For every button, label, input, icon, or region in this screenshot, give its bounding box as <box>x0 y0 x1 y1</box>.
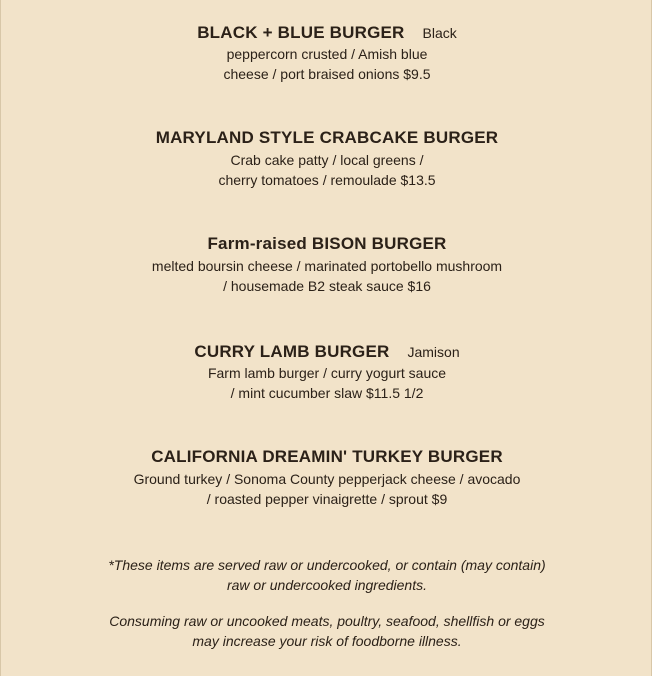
raw-food-footnote <box>1 555 652 595</box>
foodborne-illness-warning <box>1 611 652 651</box>
footnote-line: may increase your risk of foodborne illness. <box>192 633 462 649</box>
menu-item-curry-lamb-burger <box>1 341 652 403</box>
item-name: CURRY LAMB BURGER <box>194 342 390 361</box>
menu-item-maryland-crabcake-burger <box>1 128 652 190</box>
item-subtitle: Black <box>422 25 457 41</box>
item-description-line: Crab cake patty / local greens / <box>230 152 424 168</box>
item-name: MARYLAND STYLE CRABCAKE BURGER <box>155 128 499 147</box>
item-description-line: peppercorn crusted / Amish blue <box>226 46 428 62</box>
item-subtitle: Jamison <box>407 344 460 360</box>
item-name: BLACK + BLUE BURGER <box>197 23 405 42</box>
item-description-line: / roasted pepper vinaigrette / sprout $9 <box>206 491 448 507</box>
item-description-line: Farm lamb burger / curry yogurt sauce <box>207 365 447 381</box>
menu-item-black-blue-burger <box>1 22 652 84</box>
menu-item-bison-burger <box>1 234 652 296</box>
footnote-line: *These items are served raw or undercooked, or contain (may contain) <box>108 557 546 573</box>
item-description-line: cheese / port braised onions $9.5 <box>223 66 431 82</box>
menu-item-california-turkey-burger <box>1 447 652 509</box>
item-description-line: melted boursin cheese / marinated portobello mushroom <box>151 258 503 274</box>
footnote-line: Consuming raw or uncooked meats, poultry, seafood, shellfish or eggs <box>109 613 545 629</box>
footnote-line: raw or undercooked ingredients. <box>226 577 427 593</box>
item-description-line: / mint cucumber slaw $11.5 1/2 <box>230 385 424 401</box>
item-description-line: Ground turkey / Sonoma County pepperjack cheese / avocado <box>133 471 521 487</box>
item-name: Farm-raised BISON BURGER <box>207 234 447 253</box>
item-name: CALIFORNIA DREAMIN' TURKEY BURGER <box>151 447 503 466</box>
item-description-line: / housemade B2 steak sauce $16 <box>223 278 431 294</box>
item-description-line: cherry tomatoes / remoulade $13.5 <box>218 172 436 188</box>
